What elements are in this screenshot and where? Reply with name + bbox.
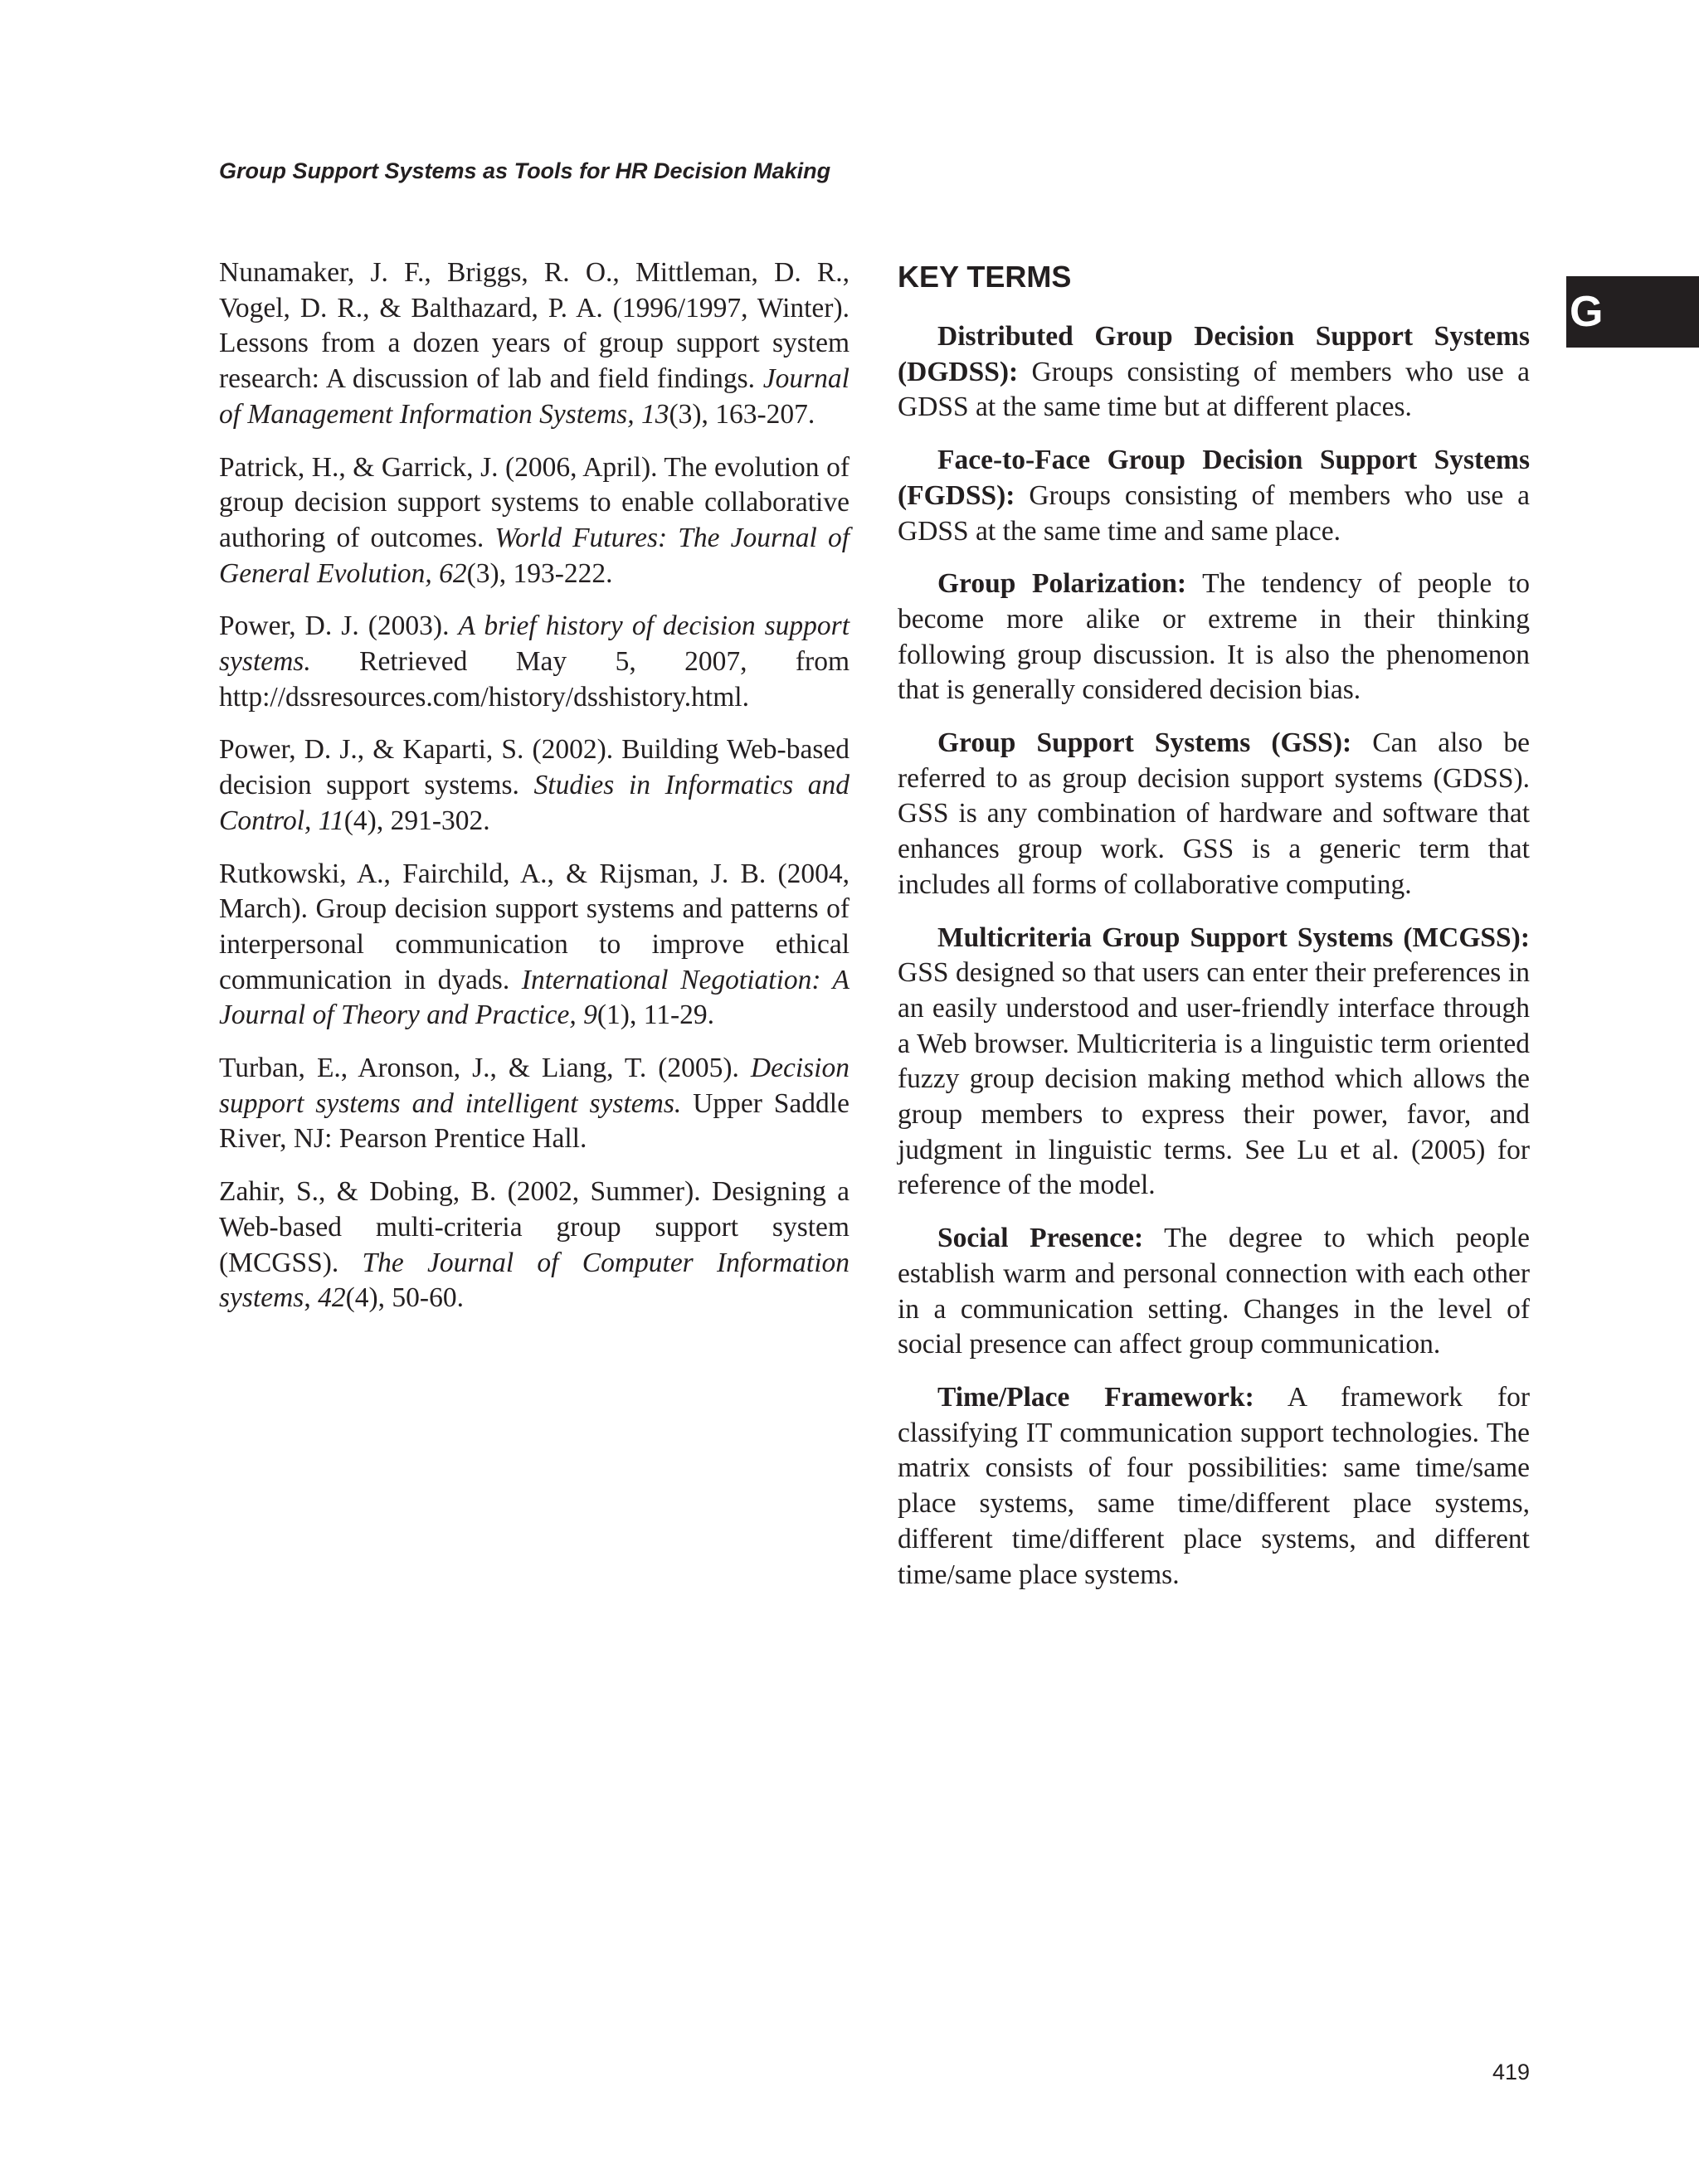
- page-number: 419: [1492, 2060, 1530, 2084]
- reference-text: (4), 50-60.: [345, 1282, 464, 1314]
- key-term-definition: GSS designed so that users can enter their preferences in an easily understood and user-friendly interface through a Web browser. Multicriteria is a linguistic term oriented fuzzy group decision making method which allows the group members to express their power, favor, and judgment in linguistic terms. See Lu et al. (2005) for reference of the model.: [898, 957, 1530, 1201]
- running-header: Group Support Systems as Tools for HR Decision Making: [219, 158, 831, 183]
- reference-source: World Futures: The Journal of General Evolution, 62: [219, 522, 850, 589]
- key-term-entry: [898, 319, 1530, 426]
- key-term-definition: A framework for classifying IT communication support technologies. The matrix consists of four possibilities: same time/same place systems, same time/different place systems, different time/different place systems, and different time/same place systems.: [898, 1381, 1531, 1590]
- key-term-entry: [898, 567, 1530, 708]
- reference-source: The Journal of Computer Information systems: [219, 1247, 850, 1314]
- key-term-name: Distributed Group Decision Support Systems (DGDSS):: [898, 321, 1530, 387]
- reference-entry: [219, 255, 850, 433]
- key-term-entry: [898, 443, 1530, 549]
- reference-entry: [219, 1051, 850, 1157]
- reference-text: Power, D. J., & Kaparti, S. (2002). Building Web-based decision support systems.: [219, 734, 850, 801]
- reference-text: Rutkowski, A., Fairchild, A., & Rijsman, J. B. (2004, March). Group decision support systems and patterns of interpersonal communication to improve ethical communication in dyads.: [219, 858, 850, 995]
- reference-text: Nunamaker, J. F., Briggs, R. O., Mittleman, D. R., Vogel, D. R., & Balthazard, P. A. (1996/1997, Winter). Lessons from a dozen years of group support system research: A discussion of lab and field findings.: [219, 257, 850, 395]
- key-term-entry: [898, 726, 1530, 903]
- reference-entry: [219, 609, 850, 715]
- reference-volume: 42: [318, 1282, 346, 1314]
- reference-text: (3), 163-207.: [669, 398, 815, 430]
- key-term-name: Time/Place Framework:: [937, 1381, 1254, 1413]
- key-terms-column: [898, 255, 1530, 1610]
- reference-source: Decision support systems and intelligent systems.: [219, 1053, 850, 1119]
- key-term-entry: [898, 921, 1530, 1204]
- key-term-definition: Can also be referred to as group decision support systems (GDSS). GSS is any combination of hardware and software that enhances group work. GSS is a generic term that includes all forms of collaborative computing.: [898, 727, 1530, 900]
- key-term-name: Group Polarization:: [937, 568, 1187, 600]
- reference-text: Zahir, S., & Dobing, B. (2002, Summer). Designing a Web-based multi-criteria group support system (MCGSS).: [219, 1176, 850, 1278]
- key-term-name: Social Presence:: [937, 1223, 1144, 1254]
- reference-source: Studies in Informatics and Control, 11: [219, 770, 850, 836]
- reference-text: Retrieved May 5, 2007, from http://dssresources.com/history/dsshistory.html.: [219, 646, 850, 713]
- section-letter-tab: G: [1566, 276, 1699, 348]
- reference-text: Patrick, H., & Garrick, J. (2006, April). The evolution of group decision support systems to enable collaborative authoring of outcomes.: [219, 451, 850, 553]
- key-term-definition: Groups consisting of members who use a GDSS at the same time but at different places.: [898, 356, 1530, 423]
- reference-text: Upper Saddle River, NJ: Pearson Prentice Hall.: [219, 1087, 850, 1155]
- references-column: [219, 255, 850, 1334]
- reference-text: (4), 291-302.: [343, 805, 490, 836]
- reference-source: A brief history of decision support systems.: [219, 610, 850, 678]
- reference-text: (3), 193-222.: [466, 557, 613, 589]
- reference-source: International Negotiation: A Journal of Theory and Practice, 9: [219, 964, 850, 1031]
- key-term-name: Group Support Systems (GSS):: [937, 727, 1352, 759]
- key-terms-heading: KEY TERMS: [898, 260, 1072, 294]
- key-term-definition: The degree to which people establish warm and personal connection with each other in a communication setting. Changes in the level of social presence can affect group communication.: [898, 1223, 1530, 1360]
- key-term-entry: [898, 1380, 1530, 1593]
- reference-entry: [219, 857, 850, 1034]
- key-term-definition: The tendency of people to become more alike or extreme in their thinking following group discussion. It is also the phenomenon that is generally considered decision bias.: [898, 568, 1530, 706]
- reference-text: Power, D. J. (2003).: [219, 610, 459, 642]
- key-term-name: Multicriteria Group Support Systems (MCGSS):: [937, 922, 1530, 953]
- reference-text: ,: [304, 1282, 319, 1314]
- reference-entry: [219, 732, 850, 839]
- reference-entry: [219, 450, 850, 592]
- reference-entry: [219, 1175, 850, 1316]
- key-term-entry: [898, 1221, 1530, 1363]
- reference-source: Journal of Management Information Systems, 13: [219, 363, 850, 430]
- key-term-name: Face-to-Face Group Decision Support Systems (FGDSS):: [898, 445, 1530, 511]
- key-term-definition: Groups consisting of members who use a GDSS at the same time and same place.: [898, 479, 1530, 547]
- reference-text: Turban, E., Aronson, J., & Liang, T. (2005).: [219, 1053, 751, 1084]
- reference-text: (1), 11-29.: [596, 1000, 715, 1031]
